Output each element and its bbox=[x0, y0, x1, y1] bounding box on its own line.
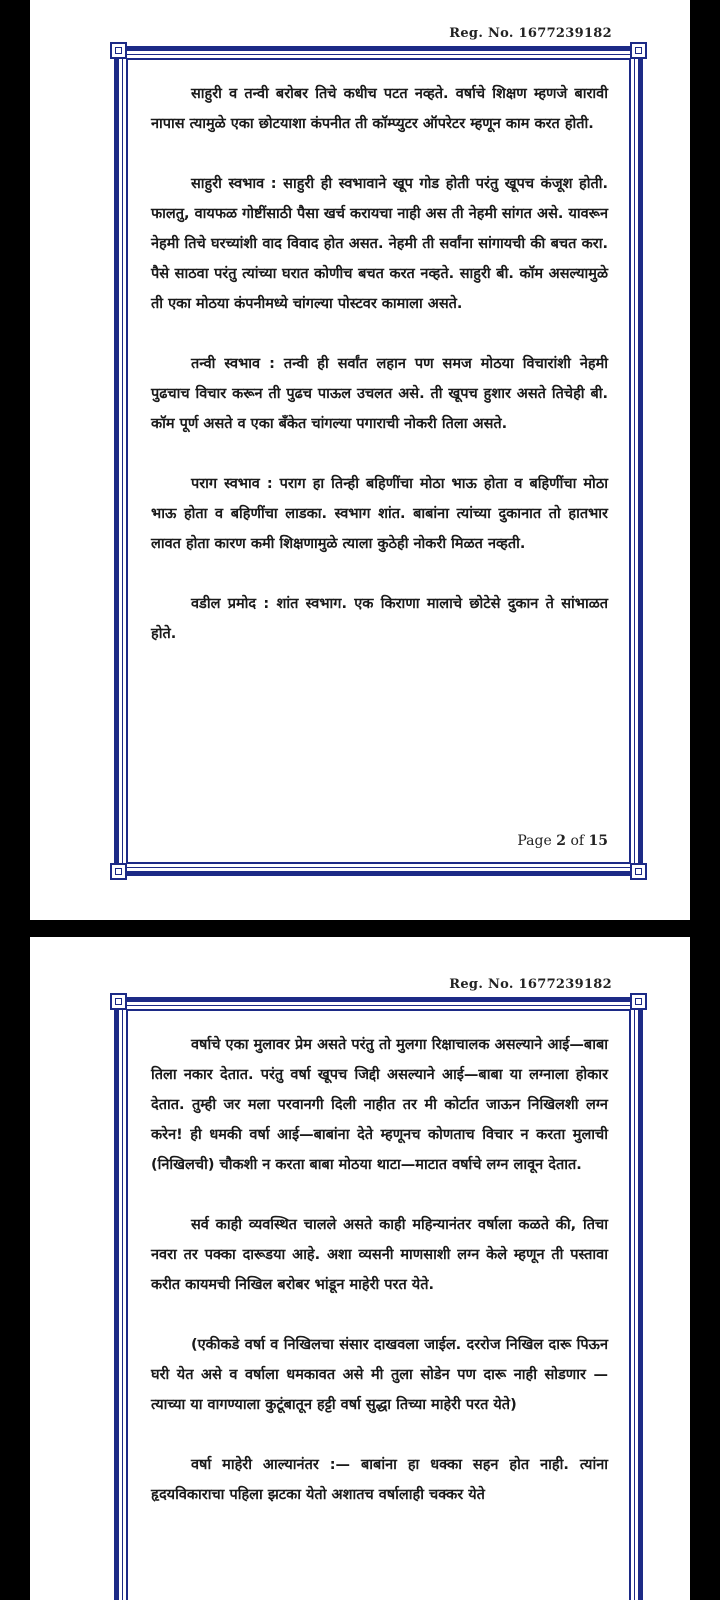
paragraph: सर्व काही व्यवस्थित चालले असते काही महिन्यानंतर वर्षाला कळते की, तिचा नवरा तर पक्का दारूडया आहे. अशा व्यसनी माणसाशी लग्न केले म्हणून ती पस्तावा करीत कायमची निखिल बरोबर भांडून माहेरी परत येते. bbox=[151, 1217, 608, 1293]
paragraph: साहुरी व तन्वी बरोबर तिचे कधीच पटत नव्हते. वर्षाचे शिक्षण म्हणजे बारावी नापास त्यामुळे एका छोटयाशा कंपनीत ती कॉम्प्युटर ऑपरेटर म्हणून काम करत होती. bbox=[151, 86, 608, 132]
paragraph: साहुरी स्वभाव : साहुरी ही स्वभावाने खूप गोड होती परंतु खूपच कंजूश होती. फालतु, वायफळ गोष्टींसाठी पैसा खर्च करायचा नाही अस ती नेहमी सांगत असे. यावरून नेहमी तिचे घरच्यांशी वाद विवाद होत असत. नेहमी ती सर्वांना सांगायची की बचत करा. पैसे साठवा परंतु त्यांच्या घरात कोणीच बचत करत नव्हते. साहुरी बी. कॉम असल्यामुळे ती एका मोठया कंपनीमध्ये चांगल्या पोस्टवर कामाला असते. bbox=[151, 176, 608, 312]
border-corner-ornament bbox=[110, 863, 127, 880]
page-of: of bbox=[570, 833, 585, 849]
paragraph: वडील प्रमोद : शांत स्वभाग. एक किराणा मालाचे छोटेसे दुकान ते सांभाळत होते. bbox=[151, 596, 608, 642]
document-page-1 bbox=[30, 0, 690, 920]
registration-number: Reg. No. 1677239182 bbox=[449, 26, 612, 41]
paragraph: (एकीकडे वर्षा व निखिलचा संसार दाखवला जाईल. दररोज निखिल दारू पिऊन घरी येत असे व वर्षाला धमकावत असे मी तुला सोडेन पण दारू नाही सोडणार — त्याच्या या वागण्याला कुटूंबातून हट्टी वर्षा सुद्धा तिच्या माहेरी परत येते) bbox=[151, 1337, 608, 1413]
paragraph: वर्षाचे एका मुलावर प्रेम असते परंतु तो मुलगा रिक्षाचालक असल्याने आई—बाबा तिला नकार देतात. परंतु वर्षा खूपच जिद्दी असल्याने आई—बाबा या लग्नाला होकार देतात. तुम्ही जर मला परवानगी दिली नाहीत तर मी कोर्टात जाऊन निखिलशी लग्न करेन! ही धमकी वर्षा आई—बाबांना देते म्हणूनच कोणताच विचार न करता मुलाची (निखिलची) चौकशी न करता बाबा मोठया थाटा—माटात वर्षाचे लग्न लावून देतात. bbox=[151, 1037, 608, 1173]
border-corner-ornament bbox=[630, 863, 647, 880]
registration-number: Reg. No. 1677239182 bbox=[449, 977, 612, 992]
border-corner-ornament bbox=[630, 993, 647, 1010]
border-corner-ornament bbox=[110, 993, 127, 1010]
page-number bbox=[517, 833, 608, 849]
page-current: 2 bbox=[556, 833, 566, 849]
page-body bbox=[151, 79, 608, 679]
paragraph: तन्वी स्वभाव : तन्वी ही सर्वांत लहान पण समज मोठया विचारांशी नेहमी पुढचाच विचार करून ती पुढच पाऊल उचलत असे. ती खूपच हुशार असते तिचेही बी. कॉम पूर्ण असते व एका बँकेत चांगल्या पगाराची नोकरी तिला असते. bbox=[151, 356, 608, 432]
page-label: Page bbox=[517, 833, 552, 849]
document-page-2 bbox=[30, 937, 690, 1600]
paragraph: पराग स्वभाव : पराग हा तिन्ही बहिणींचा मोठा भाऊ होता व बहिणींचा मोठा भाऊ होता व बहिणींचा लाडका. स्वभाग शांत. बाबांना त्यांच्या दुकानात तो हातभार लावत होता कारण कमी शिक्षणामुळे त्याला कुठेही नोकरी मिळत नव्हती. bbox=[151, 476, 608, 552]
page-border bbox=[114, 997, 643, 1600]
paragraph: वर्षा माहेरी आल्यानंतर :— बाबांना हा धक्का सहन होत नाही. त्यांना हृदयविकाराचा पहिला झटका येतो अशातच वर्षालाही चक्कर येते bbox=[151, 1457, 608, 1503]
page-body bbox=[151, 1030, 608, 1540]
border-corner-ornament bbox=[630, 42, 647, 59]
page-total: 15 bbox=[588, 833, 608, 849]
page-border bbox=[114, 46, 643, 876]
border-corner-ornament bbox=[110, 42, 127, 59]
